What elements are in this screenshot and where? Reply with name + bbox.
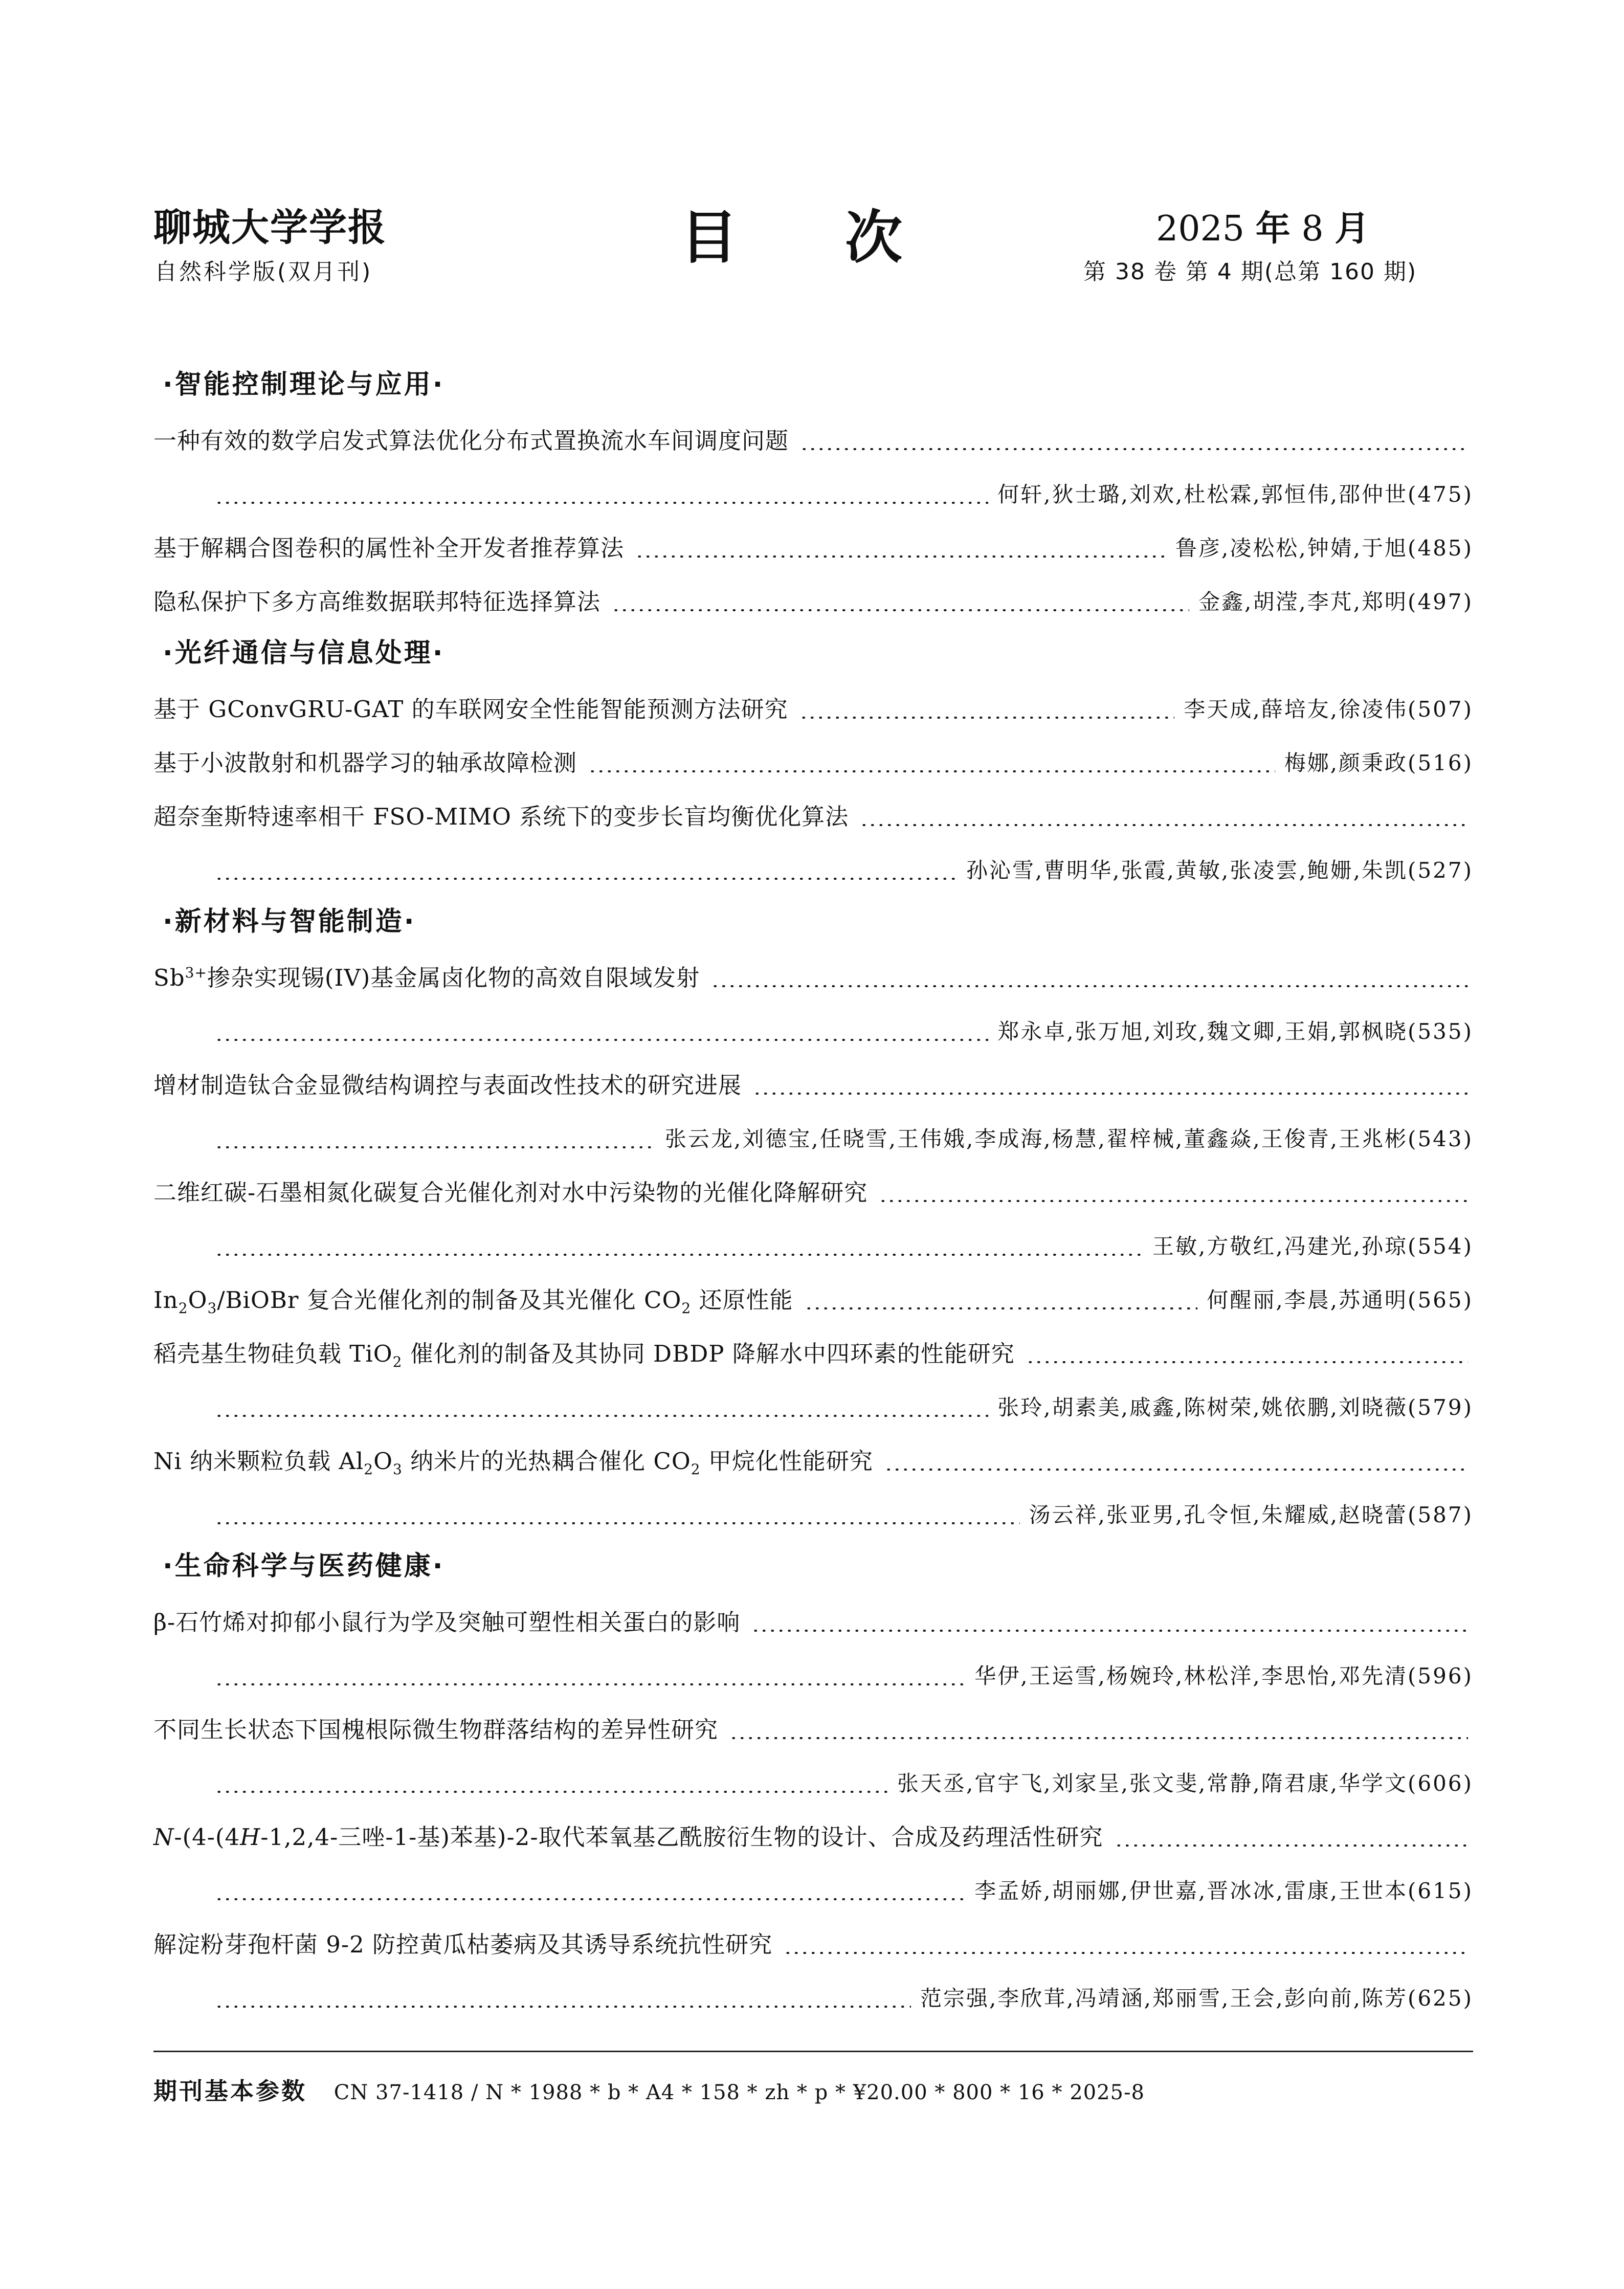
article-title-line — [153, 1593, 1473, 1647]
article-authors: 李孟娇,胡丽娜,伊世嘉,晋冰冰,雷康,王世本(615) — [974, 1878, 1473, 1903]
article-title-line — [153, 1164, 1473, 1217]
article-entry — [153, 680, 1473, 734]
article-title: 基于 GConvGRU-GAT 的车联网安全性能智能预测方法研究 — [153, 696, 788, 723]
article-entry — [153, 734, 1473, 788]
article-title: β-石竹烯对抑郁小鼠行为学及突触可塑性相关蛋白的影响 — [153, 1609, 741, 1636]
masthead — [153, 205, 1483, 307]
issue-date — [1156, 208, 1369, 251]
article-title: 隐私保护下多方高维数据联邦特征选择算法 — [153, 588, 601, 615]
issue-volume: 第 38 卷 第 4 期(总第 160 期) — [1083, 259, 1417, 285]
article-authors: 梅娜,颜秉政(516) — [1284, 750, 1473, 775]
dot-leader — [215, 1898, 965, 1900]
article-title-line — [153, 1701, 1473, 1754]
dot-leader — [215, 1522, 1020, 1524]
article-authors: 郑永卓,张万旭,刘玫,魏文卿,王娟,郭枫晓(535) — [997, 1019, 1473, 1044]
dot-leader — [215, 1146, 656, 1148]
article-title-line — [153, 788, 1473, 841]
article-title: 一种有效的数学启发式算法优化分布式置换流水车间调度问题 — [153, 427, 789, 454]
article-authors: 金鑫,胡滢,李芃,郑明(497) — [1198, 589, 1473, 614]
article-authors-line — [153, 1110, 1473, 1164]
dot-leader — [753, 1093, 1468, 1095]
article-authors: 何轩,狄士璐,刘欢,杜松霖,郭恒伟,邵仲世(475) — [997, 482, 1473, 507]
article-authors: 范宗强,李欣茸,冯靖涵,郑丽雪,王会,彭向前,陈芳(625) — [920, 1986, 1473, 2011]
article-authors: 王敏,方敬红,冯建光,孙琼(554) — [1152, 1234, 1473, 1259]
article-authors: 汤云祥,张亚男,孔令恒,朱耀威,赵晓蕾(587) — [1029, 1502, 1473, 1527]
issue-month: 8 — [1301, 209, 1324, 249]
dot-leader — [751, 1630, 1468, 1632]
article-title: $Sb^{3+}$掺杂实现锡(IV)基金属卤化物的高效自限域发射 — [153, 964, 700, 991]
article-title-line — [153, 1808, 1473, 1862]
article-title: Ni 纳米颗粒负载 $Al_2O_3$ 纳米片的光热耦合催化 $CO_2$ 甲烷化性能研究 — [153, 1448, 873, 1478]
article-title-line — [153, 1916, 1473, 1969]
article-authors-line — [153, 1754, 1473, 1808]
journal-parameters-values: CN 37-1418 / N * 1988 * b * A4 * 158 * zh * p * ¥20.00 * 800 * 16 * 2025-8 — [333, 2081, 1145, 2104]
article-title: 增材制造钛合金显微结构调控与表面改性技术的研究进展 — [153, 1072, 742, 1099]
section-heading: ·光纤通信与信息处理· — [163, 638, 445, 669]
dot-leader — [1115, 1844, 1468, 1847]
dot-leader — [612, 609, 1189, 611]
journal-parameters-label: 期刊基本参数 — [153, 2077, 307, 2105]
article-title-line — [153, 949, 1473, 1003]
table-of-contents — [153, 358, 1473, 2023]
dot-leader — [215, 878, 957, 880]
article-entry — [153, 1271, 1473, 1325]
dot-leader — [711, 985, 1468, 987]
article-entry — [153, 519, 1473, 573]
journal-parameters — [153, 2077, 1145, 2107]
article-authors-line — [153, 1862, 1473, 1916]
article-authors-line — [153, 1647, 1473, 1701]
article-authors: 鲁彦,凌松松,钟婧,于旭(485) — [1175, 536, 1473, 561]
article-authors-line — [153, 1486, 1473, 1540]
dot-leader — [879, 1200, 1468, 1202]
article-authors: 孙沁雪,曹明华,张霞,黄敏,张凌雲,鲍姗,朱凯(527) — [966, 858, 1473, 883]
dot-leader — [588, 770, 1275, 772]
dot-leader — [1026, 1361, 1468, 1363]
table-of-contents-title: 目次 — [680, 205, 1010, 271]
article-title: 稻壳基生物硅负载 TiO$_2$ 催化剂的制备及其协同 DBDP 降解水中四环素的性能研究 — [153, 1340, 1015, 1370]
article-authors: 华伊,王运雪,杨婉玲,林松洋,李思怡,邓先清(596) — [974, 1663, 1473, 1688]
journal-name: 聊城大学学报 — [153, 206, 387, 250]
article-authors: 何醒丽,李晨,苏通明(565) — [1207, 1287, 1473, 1313]
dot-leader — [215, 502, 988, 504]
article-title: 解淀粉芽孢杆菌 9-2 防控黄瓜枯萎病及其诱导系统抗性研究 — [153, 1931, 773, 1958]
dot-leader — [215, 1791, 888, 1793]
journal-edition: 自然科学版(双月刊) — [154, 259, 373, 285]
article-authors-line — [153, 1003, 1473, 1056]
dot-leader — [215, 1415, 988, 1417]
issue-month-unit: 月 — [1334, 209, 1370, 249]
article-title: $In_2O_3$/BiOBr 复合光催化剂的制备及其光催化 $CO_2$ 还原性能 — [153, 1286, 793, 1317]
article-title: 不同生长状态下国槐根际微生物群落结构的差异性研究 — [153, 1716, 719, 1743]
dot-leader — [215, 1254, 1143, 1256]
article-authors-line — [153, 465, 1473, 519]
dot-leader — [215, 1039, 988, 1041]
article-authors: 张玲,胡素美,戚鑫,陈树荣,姚依鹏,刘晓薇(579) — [997, 1395, 1473, 1420]
section-heading: ·新材料与智能制造· — [163, 906, 416, 937]
dot-leader — [800, 448, 1468, 450]
dot-leader — [215, 2006, 911, 2008]
dot-leader — [729, 1737, 1468, 1739]
dot-leader — [635, 555, 1166, 558]
article-authors: 李天成,薛培友,徐凌伟(507) — [1184, 697, 1473, 722]
dot-leader — [805, 1307, 1198, 1309]
article-title-line — [153, 1432, 1473, 1486]
article-authors-line — [153, 841, 1473, 895]
article-authors: 张天丞,官宇飞,刘家呈,张文斐,常静,隋君康,华学文(606) — [897, 1771, 1473, 1796]
article-title: 二维红碳-石墨相氮化碳复合光催化剂对水中污染物的光催化降解研究 — [153, 1179, 868, 1206]
article-title: 基于小波散射和机器学习的轴承故障检测 — [153, 749, 577, 776]
dot-leader — [799, 717, 1175, 719]
article-authors-line — [153, 1379, 1473, 1432]
article-authors: 张云龙,刘德宝,任晓雪,王伟娥,李成海,杨慧,翟梓械,董鑫焱,王俊青,王兆彬(543) — [664, 1126, 1473, 1151]
article-title-line — [153, 1325, 1473, 1379]
footer-divider — [153, 2051, 1473, 2052]
section-heading: ·智能控制理论与应用· — [163, 369, 445, 400]
article-title: 超奈奎斯特速率相干 FSO-MIMO 系统下的变步长盲均衡优化算法 — [153, 803, 849, 830]
article-authors-line — [153, 1969, 1473, 2023]
article-title-line — [153, 1056, 1473, 1110]
dot-leader — [884, 1469, 1468, 1471]
dot-leader — [860, 824, 1468, 826]
dot-leader — [215, 1683, 965, 1685]
article-title-line — [153, 412, 1473, 465]
issue-year-unit: 年 — [1255, 209, 1291, 249]
issue-year: 2025 — [1156, 209, 1245, 249]
dot-leader — [784, 1952, 1468, 1954]
section-heading: ·生命科学与医药健康· — [163, 1551, 445, 1582]
article-entry — [153, 573, 1473, 627]
article-title: 基于解耦合图卷积的属性补全开发者推荐算法 — [153, 535, 625, 562]
article-title: N-(4-(4H-1,2,4-三唑-1-基)苯基)-2-取代苯氧基乙酰胺衍生物的设计、合成及药理活性研究 — [153, 1824, 1103, 1851]
article-authors-line — [153, 1217, 1473, 1271]
